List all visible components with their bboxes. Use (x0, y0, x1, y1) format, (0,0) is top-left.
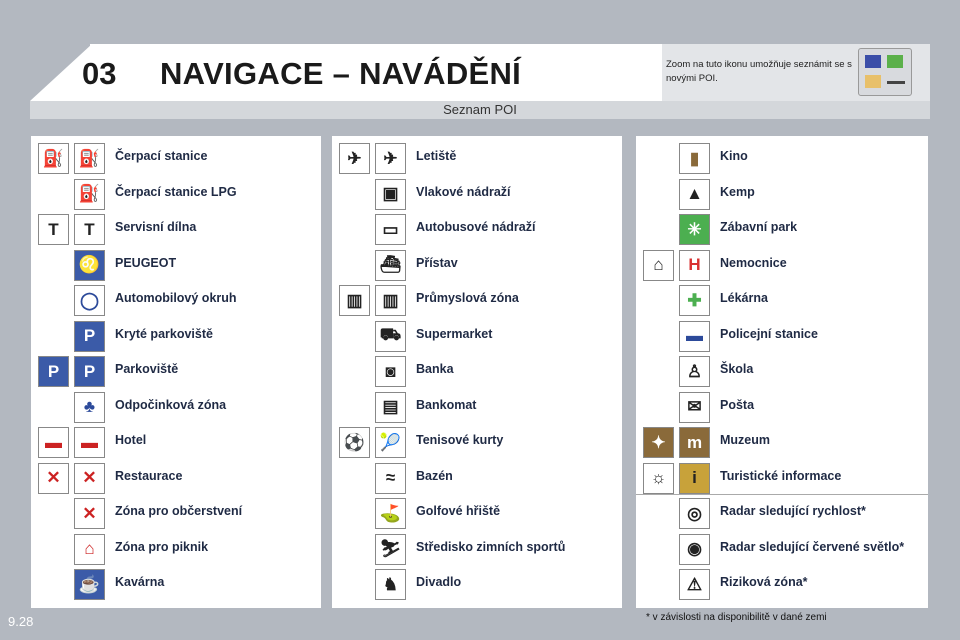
train-icon: ▣ (375, 179, 406, 210)
poi-label: Radar sledující červené světlo* (720, 539, 905, 554)
poi-row (31, 353, 321, 388)
zoom-note: Zoom na tuto ikonu umožňuje seznámit se s novými POI. (666, 59, 852, 84)
zoom-poi-icon[interactable] (858, 48, 912, 96)
poi-row (31, 140, 321, 175)
picnic-icon: ⌂ (74, 534, 105, 565)
poi-row (31, 282, 321, 317)
poi-label: Zóna pro občerstvení (115, 504, 243, 518)
poi-row (636, 176, 928, 211)
poi-label: Kavárna (115, 575, 165, 589)
poi-row (31, 460, 321, 495)
rest-area-icon: ♣ (74, 392, 105, 423)
poi-row (636, 247, 928, 282)
poi-row (332, 318, 622, 353)
poi-label: Supermarket (416, 326, 493, 341)
poi-row (636, 460, 928, 495)
skier-icon: ⛷ (375, 534, 406, 565)
golf-icon: ⛳ (375, 498, 406, 529)
poi-label: Zóna pro piknik (115, 539, 209, 554)
peugeot-lion-icon: ♌ (74, 250, 105, 281)
poi-row (332, 495, 622, 530)
page-title: NAVIGACE – NAVÁDĚNÍ (160, 56, 522, 91)
ship-icon: ⛴ (375, 250, 406, 281)
poi-label: Banka (416, 362, 454, 376)
poi-label: Středisko zimních sportů (416, 539, 566, 554)
poi-row (636, 282, 928, 317)
poi-row (31, 176, 321, 211)
poi-label: Divadlo (416, 575, 462, 589)
swimmer-icon: ≈ (375, 463, 406, 494)
hammer-icon: T (38, 214, 69, 245)
plane-icon: ✈ (375, 143, 406, 174)
pharmacy-cross-icon: ✚ (679, 285, 710, 316)
poi-row (332, 282, 622, 317)
poi-label: Průmyslová zóna (416, 291, 519, 305)
poi-label: Hotel (115, 433, 147, 447)
poi-label: Automobilový okruh (115, 291, 237, 305)
parking-icon: P (74, 356, 105, 387)
poi-column-1 (31, 136, 321, 608)
envelope-icon: ✉ (679, 392, 710, 423)
poi-row (636, 389, 928, 424)
poi-label: Nemocnice (720, 255, 787, 270)
hammer-icon: T (74, 214, 105, 245)
theatre-icon: ♞ (375, 569, 406, 600)
poi-label: Kemp (720, 184, 755, 199)
page-number: 9.28 (8, 614, 34, 629)
poi-row (332, 140, 622, 175)
poi-label: Radar sledující rychlost* (720, 504, 866, 518)
airport-icon: ✈ (339, 143, 370, 174)
header (30, 44, 930, 120)
poi-row (636, 318, 928, 353)
bed-icon: ▬ (74, 427, 105, 458)
tennis-icon: 🎾 (375, 427, 406, 458)
poi-label: Kino (720, 149, 748, 163)
atm-icon: ▤ (375, 392, 406, 423)
poi-label: Pošta (720, 397, 755, 412)
poi-row (332, 424, 622, 459)
poi-label: Policejní stanice (720, 326, 818, 341)
poi-label: Riziková zóna* (720, 575, 808, 589)
speed-radar-icon: ◎ (679, 498, 710, 529)
coffee-cup-icon: ☕ (74, 569, 105, 600)
poi-label: Tenisové kurty (416, 433, 504, 447)
poi-label: Servisní dílna (115, 220, 197, 234)
poi-label: Čerpací stanice LPG (115, 184, 237, 199)
fuel-pump-icon: ⛽ (74, 143, 105, 174)
poi-label: Restaurace (115, 468, 183, 483)
poi-row (31, 389, 321, 424)
poi-label: PEUGEOT (115, 255, 177, 270)
refreshment-icon: ✕ (74, 498, 105, 529)
poi-row (332, 247, 622, 282)
poi-row (332, 566, 622, 601)
warning-icon: ⚠ (679, 569, 710, 600)
lpg-pump-icon: ⛽ (74, 179, 105, 210)
factory-icon: ▥ (339, 285, 370, 316)
poi-row (636, 566, 928, 601)
info-rays-icon: ☼ (643, 463, 674, 494)
bus-icon: ▭ (375, 214, 406, 245)
poi-label: Kryté parkoviště (115, 326, 213, 341)
red-light-radar-icon: ◉ (679, 534, 710, 565)
amusement-park-icon: ✳ (679, 214, 710, 245)
poi-row (636, 531, 928, 566)
poi-column-3 (636, 136, 928, 608)
poi-row (31, 531, 321, 566)
poi-row (332, 389, 622, 424)
chapter-number: 03 (82, 56, 117, 91)
cutlery-icon: ✕ (38, 463, 69, 494)
poi-label: Zábavní park (720, 220, 798, 234)
poi-label: Muzeum (720, 433, 770, 447)
bed-icon: ▬ (38, 427, 69, 458)
poi-row (31, 247, 321, 282)
museum-icon: ✦ (643, 427, 674, 458)
sport-icon: ⚽ (339, 427, 370, 458)
bank-icon: ◙ (375, 356, 406, 387)
poi-column-2 (332, 136, 622, 608)
police-icon: ▬ (679, 321, 710, 352)
building-icon: ⌂ (643, 250, 674, 281)
camping-icon: ▲ (679, 179, 710, 210)
poi-label: Škola (720, 362, 754, 376)
poi-row (332, 460, 622, 495)
poi-label: Přístav (416, 255, 458, 270)
hospital-icon: H (679, 250, 710, 281)
poi-label: Turistické informace (720, 468, 842, 483)
poi-label: Odpočinková zóna (115, 397, 227, 412)
poi-row (636, 495, 928, 530)
poi-row (332, 531, 622, 566)
shopping-cart-icon: ⛟ (375, 321, 406, 352)
race-track-icon: ◯ (74, 285, 105, 316)
poi-label: Letiště (416, 149, 457, 163)
poi-label: Vlakové nádraží (416, 184, 511, 199)
film-icon: ▮ (679, 143, 710, 174)
poi-label: Bankomat (416, 397, 477, 412)
poi-row (31, 318, 321, 353)
poi-row (31, 424, 321, 459)
poi-row (31, 495, 321, 530)
poi-row (636, 140, 928, 175)
page-subtitle: Seznam POI (443, 102, 517, 117)
poi-row (636, 353, 928, 388)
footnote: * v závislosti na disponibilitě v dané zemi (646, 612, 827, 623)
poi-row (332, 176, 622, 211)
cutlery-icon: ✕ (74, 463, 105, 494)
poi-label: Lékárna (720, 291, 768, 305)
factory-icon: ▥ (375, 285, 406, 316)
info-icon: i (679, 463, 710, 494)
poi-label: Parkoviště (115, 362, 179, 376)
parking-icon: P (38, 356, 69, 387)
museum-m-icon: m (679, 427, 710, 458)
poi-row (332, 353, 622, 388)
poi-row (332, 211, 622, 246)
poi-label: Bazén (416, 468, 453, 483)
poi-label: Golfové hřiště (416, 504, 501, 518)
school-icon: ♙ (679, 356, 710, 387)
poi-row (636, 424, 928, 459)
covered-parking-icon: P (74, 321, 105, 352)
poi-label: Čerpací stanice (115, 149, 208, 163)
poi-row (31, 211, 321, 246)
poi-row (636, 211, 928, 246)
poi-row (31, 566, 321, 601)
poi-label: Autobusové nádraží (416, 220, 536, 234)
fuel-pump-icon: ⛽ (38, 143, 69, 174)
